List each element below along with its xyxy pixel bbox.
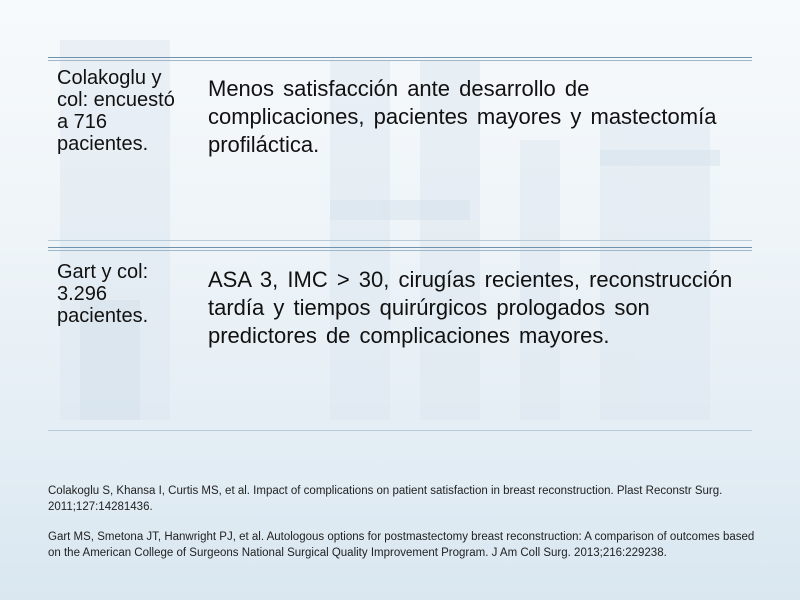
row-1-source: Colakoglu y col: encuestó a 716 pacientes.	[57, 67, 175, 155]
row-2-source: Gart y col: 3.296 pacientes.	[57, 261, 149, 327]
row-divider-double	[48, 247, 752, 251]
reference-2: Gart MS, Smetona JT, Hanwright PJ, et al. Autologous options for postmastectomy breast reconstruction: A comparison of outcomes based on the American College of Surgeons National Surgical Quality Improvement Program. J Am Coll Surg. 2013;216:229238.	[48, 531, 755, 559]
table-bottom-rule	[48, 430, 752, 431]
row-2-finding: ASA 3, IMC > 30, cirugías recientes, reconstrucción tardía y tiempos quirúrgicos prologados son predictores de complicaciones mayores.	[208, 267, 733, 348]
row-divider-thin	[48, 240, 752, 241]
reference-1: Colakoglu S, Khansa I, Curtis MS, et al. Impact of complications on patient satisfaction in breast reconstruction. Plast Reconstr Surg. 2011;127:14281436.	[48, 485, 723, 513]
row-1-finding: Menos satisfacción ante desarrollo de complicaciones, pacientes mayores y mastectomía profiláctica.	[208, 76, 717, 157]
references	[48, 483, 764, 561]
table-top-rule	[48, 57, 752, 61]
